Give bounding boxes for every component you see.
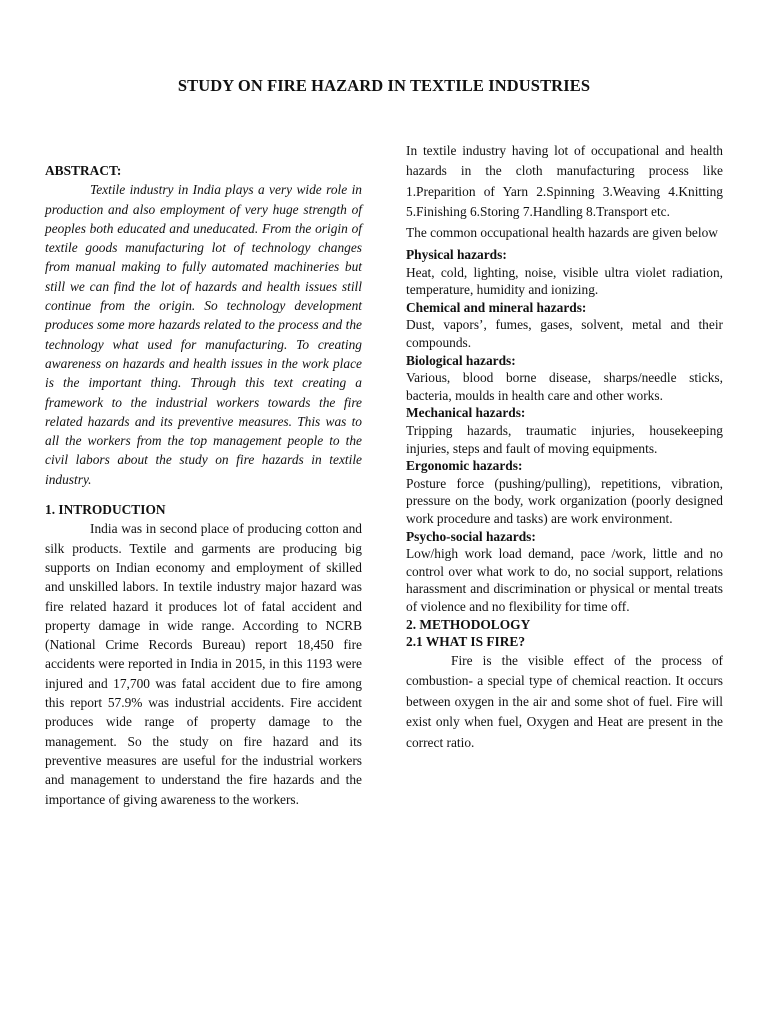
methodology-heading: 2. METHODOLOGY bbox=[406, 616, 531, 632]
right-column bbox=[406, 141, 723, 754]
what-is-fire-heading: 2.1 WHAT IS FIRE? bbox=[406, 634, 526, 650]
hazard-text-chemical: Dust, vapors’, fumes, gases, solvent, metal and their compounds. bbox=[406, 317, 723, 350]
left-column bbox=[45, 161, 362, 809]
paper-title: STUDY ON FIRE HAZARD IN TEXTILE INDUSTRIES bbox=[177, 76, 591, 95]
hazard-heading-mechanical: Mechanical hazards: bbox=[406, 405, 526, 421]
hazard-text-physical: Heat, cold, lighting, noise, visible ultra violet radiation, temperature, humidity and ionizing. bbox=[406, 264, 723, 298]
abstract-body: Textile industry in India plays a very wide role in production and also employment of very huge strength of peoples both educated and uneducated. From the origin of textile goods manufacturing lot of technology changes from manual making to fully automated machineries but still we can find the lot of hazards and health issues still continue from the origin. So technology development produces some more hazards related to the process and the technology what used for manufacturing. To creating awareness on hazards and health issues in the work place is the important thing. Through this text creating a framework to the industrial workers towards the fire related hazards and its preventive measures. This was to all the workers from the top management people to the civil labors about the study on fire hazards in textile industry. bbox=[45, 182, 362, 487]
fire-definition-paragraph: Fire is the visible effect of the process of combustion- a special type of chemical reaction. It occurs between oxygen in the air and some shot of fuel. Fire will exist only when fuel, Oxygen and Heat are present in the correct ratio. bbox=[406, 652, 723, 751]
hazards-intro-paragraph: In textile industry having lot of occupational and health hazards in the cloth manufacturing process like 1.Preparition of Yarn 2.Spinning 3.Weaving 4.Knitting 5.Finishing 6.Storing 7.Handling 8.Transport etc. bbox=[406, 143, 723, 220]
hazard-text-biological: Various, blood borne disease, sharps/needle sticks, bacteria, moulds in health care and other works. bbox=[406, 370, 723, 403]
hazard-list bbox=[406, 246, 723, 615]
hazard-heading-physical: Physical hazards: bbox=[406, 247, 507, 263]
hazard-heading-ergonomic: Ergonomic hazards: bbox=[406, 458, 523, 474]
hazard-text-psycho-social: Low/high work load demand, pace /work, little and no control over what work to do, no social support, relations harassment and discrimination or physical or mental treats of violence and no flexibility for time off. bbox=[406, 546, 723, 614]
introduction-body: India was in second place of producing cotton and silk products. Textile and garments are producing big supports on Indian economy and employment of skilled and unskilled labors. In textile industry major hazard was fire related hazard it produces lot of fatal accident and property damage in wide range. According to NCRB (National Crime Records Bureau) report 18,450 fire accidents were reported in India in 2015, in this 1193 were injured and 17,700 was fatal accident due to fire among this report 57.9% was industrial accidents. Fire accident produces wide range of property damage to the management. So the study on fire hazard and its preventive measures are useful for the industrial workers and management to understand the fire hazards and the importance of giving awareness to the workers. bbox=[45, 521, 362, 807]
hazard-text-mechanical: Tripping hazards, traumatic injuries, housekeeping injuries, steps and fault of moving equipments. bbox=[406, 422, 723, 456]
abstract-heading: ABSTRACT: bbox=[45, 163, 122, 178]
hazard-heading-chemical: Chemical and mineral hazards: bbox=[406, 299, 587, 315]
hazard-text-ergonomic: Posture force (pushing/pulling), repetitions, vibration, pressure on the body, work organization (poorly designed work procedure and tasks) are work environment. bbox=[406, 475, 723, 526]
hazard-heading-biological: Biological hazards: bbox=[406, 352, 516, 368]
introduction-heading: 1. INTRODUCTION bbox=[45, 502, 166, 518]
hazard-heading-psycho-social: Psycho-social hazards: bbox=[406, 528, 536, 544]
common-hazards-paragraph: The common occupational health hazards are given below bbox=[406, 224, 718, 240]
